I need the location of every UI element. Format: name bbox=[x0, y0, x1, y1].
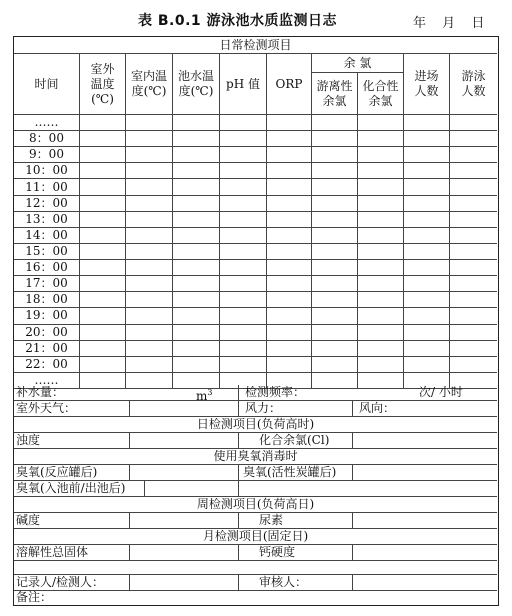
data-cell[interactable] bbox=[80, 292, 126, 308]
data-cell[interactable] bbox=[173, 147, 220, 163]
data-cell[interactable] bbox=[267, 131, 312, 147]
col-time: 时间 bbox=[14, 54, 80, 115]
frequency-label: 检测频率： bbox=[245, 385, 306, 399]
ozone-title: 使用臭氧消毒时 bbox=[14, 449, 497, 465]
time-cell: 14：00 bbox=[14, 228, 80, 244]
reviewer-value[interactable] bbox=[353, 575, 497, 591]
data-cell[interactable] bbox=[358, 357, 404, 373]
data-cell[interactable] bbox=[312, 325, 358, 341]
data-cell[interactable] bbox=[80, 212, 126, 228]
data-cell[interactable] bbox=[312, 308, 358, 324]
data-cell[interactable] bbox=[80, 276, 126, 292]
data-cell[interactable] bbox=[173, 276, 220, 292]
data-cell[interactable] bbox=[126, 163, 173, 179]
data-cell[interactable] bbox=[80, 308, 126, 324]
data-cell[interactable] bbox=[404, 131, 450, 147]
data-cell[interactable] bbox=[312, 292, 358, 308]
data-cell[interactable] bbox=[267, 147, 312, 163]
frequency-cell bbox=[239, 385, 497, 401]
data-cell[interactable] bbox=[173, 357, 220, 373]
turbidity-value[interactable] bbox=[130, 433, 239, 449]
data-cell[interactable] bbox=[312, 244, 358, 260]
daily-peak-title: 日检测项目(负荷高时) bbox=[14, 417, 497, 433]
data-cell[interactable] bbox=[126, 260, 173, 276]
data-cell[interactable] bbox=[404, 325, 450, 341]
data-cell[interactable] bbox=[220, 341, 267, 357]
time-cell: 20：00 bbox=[14, 325, 80, 341]
reviewer-label: 审核人： bbox=[239, 575, 353, 591]
time-cell: 13：00 bbox=[14, 212, 80, 228]
data-cell[interactable] bbox=[220, 292, 267, 308]
date-year: 年 bbox=[413, 16, 427, 31]
ozone-reaction-value[interactable] bbox=[130, 465, 239, 481]
data-cell[interactable] bbox=[358, 163, 404, 179]
weather-label: 室外天气： bbox=[14, 401, 130, 417]
data-cell[interactable] bbox=[404, 341, 450, 357]
urea-value[interactable] bbox=[353, 513, 497, 529]
data-cell[interactable] bbox=[80, 325, 126, 341]
data-cell[interactable] bbox=[450, 147, 497, 163]
data-cell[interactable] bbox=[220, 212, 267, 228]
data-cell[interactable] bbox=[358, 147, 404, 163]
data-cell[interactable] bbox=[404, 179, 450, 195]
col-indoor-temp: 室内温度(℃) bbox=[126, 54, 173, 115]
data-cell[interactable] bbox=[450, 325, 497, 341]
ozone-pool-value[interactable] bbox=[145, 481, 239, 497]
data-cell[interactable] bbox=[450, 357, 497, 373]
time-cell: 17：00 bbox=[14, 276, 80, 292]
data-cell[interactable] bbox=[404, 228, 450, 244]
time-cell: 11：00 bbox=[14, 179, 80, 195]
data-cell[interactable] bbox=[126, 244, 173, 260]
data-cell[interactable] bbox=[267, 325, 312, 341]
monthly-title: 月检测项目(固定日) bbox=[14, 529, 497, 545]
data-cell[interactable] bbox=[267, 260, 312, 276]
ozone-carbon-label: 臭氧(活性炭罐后) bbox=[239, 465, 353, 481]
data-cell[interactable] bbox=[450, 131, 497, 147]
data-cell[interactable] bbox=[80, 163, 126, 179]
water-supply-label: 补水量： bbox=[16, 385, 65, 399]
col-combined-chlorine: 化合性余氯 bbox=[358, 73, 404, 115]
data-cell[interactable] bbox=[126, 276, 173, 292]
data-cell[interactable] bbox=[80, 357, 126, 373]
remarks-label: 备注： bbox=[16, 590, 53, 604]
data-cell[interactable] bbox=[404, 308, 450, 324]
data-cell[interactable] bbox=[267, 244, 312, 260]
wind-direction-label: 风向： bbox=[353, 401, 497, 417]
time-cell: 9：00 bbox=[14, 147, 80, 163]
data-cell[interactable] bbox=[267, 308, 312, 324]
data-cell[interactable] bbox=[220, 357, 267, 373]
data-cell[interactable] bbox=[450, 163, 497, 179]
data-cell[interactable] bbox=[126, 179, 173, 195]
data-cell[interactable] bbox=[358, 341, 404, 357]
time-cell: 15：00 bbox=[14, 244, 80, 260]
data-cell[interactable] bbox=[450, 115, 497, 131]
data-cell[interactable] bbox=[267, 163, 312, 179]
wind-force-label: 风力： bbox=[239, 401, 353, 417]
col-pool-temp: 池水温度(℃) bbox=[173, 54, 220, 115]
data-cell[interactable] bbox=[450, 341, 497, 357]
data-cell[interactable] bbox=[358, 244, 404, 260]
time-cell: 10：00 bbox=[14, 163, 80, 179]
data-cell[interactable] bbox=[267, 228, 312, 244]
data-cell[interactable] bbox=[358, 196, 404, 212]
ozone-reaction-label: 臭氧(反应罐后) bbox=[14, 465, 130, 481]
time-cell: 18：00 bbox=[14, 292, 80, 308]
data-cell[interactable] bbox=[126, 292, 173, 308]
data-cell[interactable] bbox=[173, 292, 220, 308]
data-cell[interactable] bbox=[358, 260, 404, 276]
data-cell[interactable] bbox=[220, 131, 267, 147]
data-cell[interactable] bbox=[267, 212, 312, 228]
data-cell[interactable] bbox=[126, 212, 173, 228]
data-cell[interactable] bbox=[358, 292, 404, 308]
data-cell[interactable] bbox=[126, 131, 173, 147]
data-cell[interactable] bbox=[404, 244, 450, 260]
data-cell[interactable] bbox=[126, 341, 173, 357]
data-cell[interactable] bbox=[404, 212, 450, 228]
recorder-label: 记录人/检测人： bbox=[14, 575, 130, 591]
tds-label: 溶解性总固体 bbox=[14, 545, 130, 561]
data-cell[interactable] bbox=[80, 115, 126, 131]
data-cell[interactable] bbox=[450, 196, 497, 212]
time-cell: 19：00 bbox=[14, 308, 80, 324]
data-cell[interactable] bbox=[312, 212, 358, 228]
ozone-pool-blank bbox=[239, 481, 497, 497]
data-cell[interactable] bbox=[312, 196, 358, 212]
log-table bbox=[13, 36, 499, 606]
data-cell[interactable] bbox=[358, 212, 404, 228]
data-cell[interactable] bbox=[173, 163, 220, 179]
data-cell[interactable] bbox=[220, 196, 267, 212]
data-cell[interactable] bbox=[80, 244, 126, 260]
document-header bbox=[0, 0, 512, 34]
data-cell[interactable] bbox=[126, 147, 173, 163]
data-cell[interactable] bbox=[126, 357, 173, 373]
turbidity-label: 浊度 bbox=[14, 433, 130, 449]
frequency-unit: 次/ 小时 bbox=[419, 385, 463, 399]
data-cell[interactable] bbox=[358, 131, 404, 147]
data-cell[interactable] bbox=[80, 147, 126, 163]
alkalinity-value[interactable] bbox=[130, 513, 239, 529]
data-cell[interactable] bbox=[358, 308, 404, 324]
data-cell[interactable] bbox=[404, 260, 450, 276]
data-cell[interactable] bbox=[267, 196, 312, 212]
col-ph: pH 值 bbox=[220, 54, 267, 115]
data-cell[interactable] bbox=[404, 163, 450, 179]
data-cell[interactable] bbox=[220, 276, 267, 292]
data-cell[interactable] bbox=[173, 131, 220, 147]
combined-cl-value[interactable] bbox=[353, 433, 497, 449]
time-cell: 16：00 bbox=[14, 260, 80, 276]
combined-cl-label: 化合余氯(Cl) bbox=[239, 433, 353, 449]
data-cell[interactable] bbox=[126, 308, 173, 324]
data-cell[interactable] bbox=[450, 228, 497, 244]
data-cell[interactable] bbox=[267, 179, 312, 195]
data-cell[interactable] bbox=[312, 260, 358, 276]
data-cell[interactable] bbox=[358, 179, 404, 195]
data-cell[interactable] bbox=[312, 163, 358, 179]
data-cell[interactable] bbox=[312, 228, 358, 244]
data-cell[interactable] bbox=[404, 115, 450, 131]
data-cell[interactable] bbox=[450, 244, 497, 260]
calcium-value[interactable] bbox=[353, 545, 497, 561]
data-cell[interactable] bbox=[267, 357, 312, 373]
data-cell[interactable] bbox=[404, 276, 450, 292]
col-outdoor-temp: 室外温度(℃) bbox=[80, 54, 126, 115]
data-cell[interactable] bbox=[173, 341, 220, 357]
tds-value[interactable] bbox=[130, 545, 239, 561]
data-cell[interactable] bbox=[404, 196, 450, 212]
data-cell[interactable] bbox=[450, 260, 497, 276]
col-free-chlorine: 游离性余氯 bbox=[312, 73, 358, 115]
data-cell[interactable] bbox=[80, 228, 126, 244]
data-cell[interactable] bbox=[404, 292, 450, 308]
data-cell[interactable] bbox=[80, 179, 126, 195]
calcium-label: 钙硬度 bbox=[239, 545, 353, 561]
time-cell: 12：00 bbox=[14, 196, 80, 212]
data-cell[interactable] bbox=[173, 196, 220, 212]
data-cell[interactable] bbox=[267, 276, 312, 292]
weekly-title: 周检测项目(负荷高日) bbox=[14, 497, 497, 513]
data-cell[interactable] bbox=[404, 357, 450, 373]
data-cell[interactable] bbox=[80, 196, 126, 212]
ozone-pool-label: 臭氧(入池前/出池后) bbox=[14, 481, 145, 497]
data-cell[interactable] bbox=[450, 292, 497, 308]
data-cell[interactable] bbox=[173, 115, 220, 131]
data-cell[interactable] bbox=[220, 244, 267, 260]
water-supply-cell bbox=[14, 385, 239, 401]
data-cell[interactable] bbox=[220, 115, 267, 131]
data-cell[interactable] bbox=[220, 179, 267, 195]
col-swimmers: 游泳人数 bbox=[450, 54, 497, 115]
data-cell[interactable] bbox=[267, 341, 312, 357]
data-cell[interactable] bbox=[312, 147, 358, 163]
data-cell[interactable] bbox=[358, 276, 404, 292]
data-cell[interactable] bbox=[126, 325, 173, 341]
ozone-carbon-value[interactable] bbox=[353, 465, 497, 481]
data-cell[interactable] bbox=[173, 212, 220, 228]
col-entries: 进场人数 bbox=[404, 54, 450, 115]
data-cell[interactable] bbox=[173, 244, 220, 260]
data-cell[interactable] bbox=[312, 179, 358, 195]
blank-row bbox=[14, 561, 497, 575]
daily-section-title: 日常检测项目 bbox=[14, 37, 497, 54]
water-supply-unit: $m^3$ bbox=[196, 388, 213, 403]
data-cell[interactable] bbox=[312, 276, 358, 292]
data-cell[interactable] bbox=[312, 357, 358, 373]
data-cell[interactable] bbox=[312, 131, 358, 147]
urea-label: 尿素 bbox=[239, 513, 353, 529]
data-cell[interactable] bbox=[126, 228, 173, 244]
data-cell[interactable] bbox=[173, 179, 220, 195]
data-cell[interactable] bbox=[267, 115, 312, 131]
data-cell[interactable] bbox=[312, 341, 358, 357]
data-cell[interactable] bbox=[173, 308, 220, 324]
time-cell: …… bbox=[14, 115, 80, 131]
data-cell[interactable] bbox=[80, 131, 126, 147]
document-title: 表 B.0.1 游泳池水质监测日志 bbox=[138, 13, 338, 29]
data-cell[interactable] bbox=[404, 147, 450, 163]
data-cell[interactable] bbox=[126, 196, 173, 212]
time-cell: 21：00 bbox=[14, 341, 80, 357]
time-cell: 22：00 bbox=[14, 357, 80, 373]
data-cell[interactable] bbox=[173, 260, 220, 276]
weather-value[interactable] bbox=[130, 401, 239, 417]
data-cell[interactable] bbox=[220, 147, 267, 163]
data-cell[interactable] bbox=[220, 260, 267, 276]
data-cell[interactable] bbox=[450, 212, 497, 228]
time-cell: …… bbox=[14, 373, 80, 389]
data-cell[interactable] bbox=[80, 260, 126, 276]
data-cell[interactable] bbox=[358, 228, 404, 244]
data-cell[interactable] bbox=[220, 228, 267, 244]
date-day: 日 bbox=[471, 16, 485, 31]
alkalinity-label: 碱度 bbox=[14, 513, 130, 529]
data-cell[interactable] bbox=[220, 325, 267, 341]
data-cell[interactable] bbox=[80, 341, 126, 357]
data-cell[interactable] bbox=[450, 308, 497, 324]
recorder-value[interactable] bbox=[130, 575, 239, 591]
data-cell[interactable] bbox=[126, 115, 173, 131]
data-cell[interactable] bbox=[358, 325, 404, 341]
data-cell[interactable] bbox=[173, 325, 220, 341]
date-fields bbox=[413, 12, 496, 31]
data-cell[interactable] bbox=[220, 308, 267, 324]
date-month: 月 bbox=[442, 16, 456, 31]
data-cell[interactable] bbox=[450, 179, 497, 195]
col-residual-chlorine: 余 氯 bbox=[312, 54, 404, 73]
data-cell[interactable] bbox=[173, 228, 220, 244]
data-cell[interactable] bbox=[358, 115, 404, 131]
data-cell[interactable] bbox=[267, 292, 312, 308]
col-orp: ORP bbox=[267, 54, 312, 115]
data-cell[interactable] bbox=[220, 163, 267, 179]
time-cell: 8：00 bbox=[14, 131, 80, 147]
data-cell[interactable] bbox=[450, 276, 497, 292]
data-cell[interactable] bbox=[312, 115, 358, 131]
